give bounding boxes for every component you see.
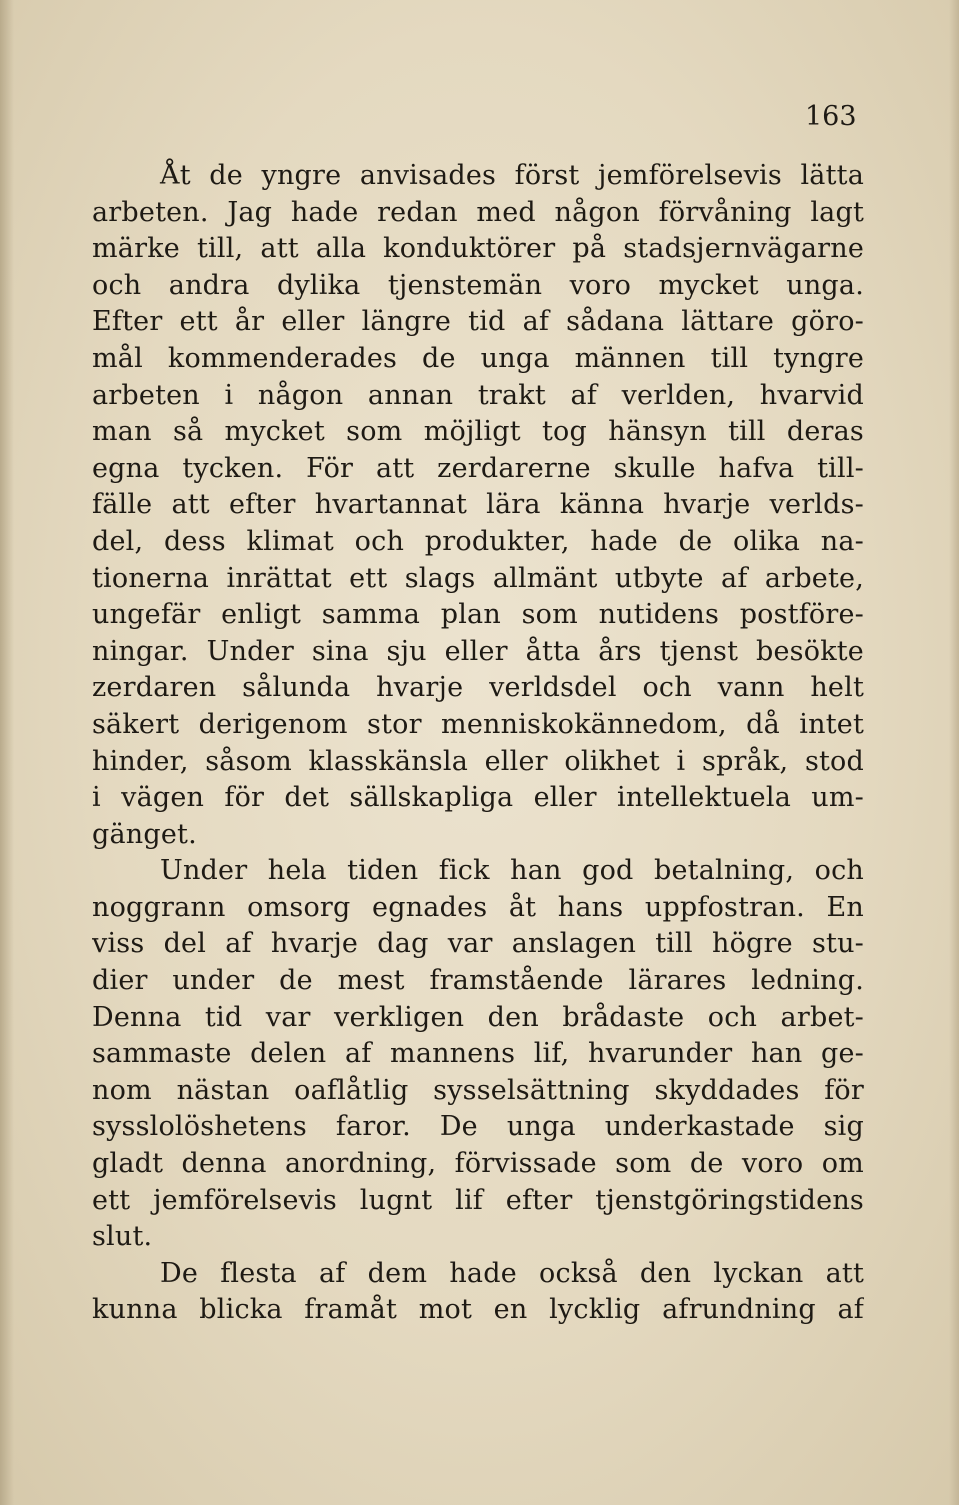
text-line: sammaste delen af mannens lif, hvarunder han ge-: [92, 1038, 864, 1070]
text-line: dier under de mest framstående lärares ledning.: [92, 965, 864, 997]
text-line: tionerna inrättat ett slags allmänt utbyte af arbete,: [92, 562, 864, 594]
text-line: man så mycket som möjligt tog hänsyn till deras: [92, 416, 864, 448]
page-number: 163: [805, 101, 857, 132]
text-line: ningar. Under sina sju eller åtta års tjenst besökte: [92, 635, 864, 667]
text-line: gladt denna anordning, förvissade som de voro om: [92, 1148, 864, 1180]
text-line: egna tycken. För att zerdarerne skulle hafva till-: [92, 452, 864, 484]
text-line: slut.: [92, 1221, 153, 1253]
text-line: nom nästan oaflåtlig sysselsättning skyddades för: [92, 1074, 864, 1106]
text-line: noggrann omsorg egnades åt hans uppfostran. En: [92, 891, 864, 923]
text-line: viss del af hvarje dag var anslagen till högre stu-: [92, 928, 864, 960]
text-line: ungefär enligt samma plan som nutidens postföre-: [92, 599, 864, 631]
text-line: Denna tid var verkligen den brådaste och arbet-: [92, 1001, 864, 1033]
text-line: De flesta af dem hade också den lyckan att: [160, 1257, 864, 1289]
text-line: fälle att efter hvartannat lära känna hvarje verlds-: [92, 489, 864, 521]
text-line: säkert derigenom stor menniskokännedom, då intet: [92, 708, 864, 740]
text-line: arbeten. Jag hade redan med någon förvåning lagt: [92, 196, 864, 228]
body-text: [92, 158, 864, 1329]
text-line: zerdaren sålunda hvarje verldsdel och vann helt: [92, 672, 864, 704]
text-line: hinder, såsom klasskänsla eller olikhet i språk, stod: [92, 745, 864, 777]
text-line: kunna blicka framåt mot en lycklig afrundning af: [92, 1294, 864, 1326]
text-line: mål kommenderades de unga männen till tyngre: [92, 342, 864, 374]
text-line: Åt de yngre anvisades först jemförelsevis lätta: [160, 160, 864, 191]
text-line: Efter ett år eller längre tid af sådana lättare göro-: [92, 306, 864, 338]
text-line: Under hela tiden fick han god betalning, och: [160, 855, 864, 887]
text-line: i vägen för det sällskapliga eller intellektuela um-: [92, 782, 864, 814]
text-line: sysslolöshetens faror. De unga underkastade sig: [92, 1111, 864, 1143]
text-line: och andra dylika tjenstemän voro mycket unga.: [92, 269, 864, 301]
text-line: märke till, att alla konduktörer på stadsjernvägarne: [92, 233, 864, 265]
text-line: arbeten i någon annan trakt af verlden, hvarvid: [92, 379, 864, 411]
text-line: del, dess klimat och produkter, hade de olika na-: [92, 525, 864, 557]
page-edge-shadow: [949, 0, 959, 1505]
text-line: gänget.: [92, 818, 197, 850]
text-line: ett jemförelsevis lugnt lif efter tjenstgöringstidens: [92, 1184, 864, 1216]
spine-shadow: [0, 0, 14, 1505]
